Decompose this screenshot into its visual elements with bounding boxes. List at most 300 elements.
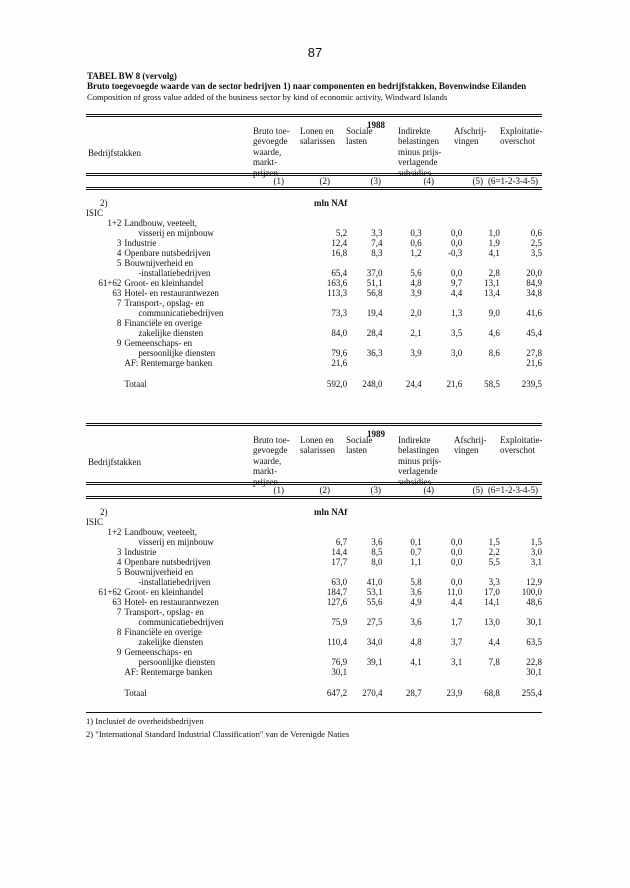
column-number: (3) <box>370 485 381 495</box>
table-row <box>86 258 542 278</box>
row-label-block <box>86 527 272 547</box>
label-line: Bouwnijverheid en <box>124 258 194 268</box>
cell-value: 3,1 <box>530 557 542 567</box>
label-line: Openbare nutsbedrijven <box>124 557 211 567</box>
row-label <box>124 607 272 627</box>
row-label-block <box>86 547 272 557</box>
row-label <box>124 379 272 389</box>
row-label <box>124 318 272 338</box>
cell-value: 3,1 <box>450 657 463 667</box>
unit-row <box>86 190 542 208</box>
table-title: TABEL BW 8 (vervolg) <box>87 71 177 81</box>
cell-value: 1,9 <box>488 238 500 248</box>
column-header <box>500 126 543 147</box>
cell-value: 30,1 <box>331 667 348 677</box>
row-label-block <box>86 627 272 647</box>
isic-code: 8 <box>116 627 122 637</box>
cell-value: 23,9 <box>446 688 463 698</box>
row-label <box>124 667 272 677</box>
table-row <box>86 647 542 667</box>
row-label <box>124 688 272 698</box>
cell-value: 647,2 <box>326 688 348 698</box>
table-row <box>86 597 542 607</box>
cell-value: 41,6 <box>526 308 542 318</box>
cell-value: 3,0 <box>530 547 542 557</box>
cell-value: 13,1 <box>484 278 500 288</box>
cell-value: 30,1 <box>526 667 542 677</box>
label-line: communicatiebedrijven <box>138 308 224 318</box>
cell-value: 4,4 <box>488 637 500 647</box>
cell-value: 13,0 <box>484 617 500 627</box>
cell-value: 4,1 <box>488 248 500 258</box>
cell-value: 0,0 <box>450 577 463 587</box>
cell-value: 63,0 <box>331 577 348 587</box>
table-header <box>86 117 543 178</box>
row-label <box>124 248 272 258</box>
cell-value: 3,3 <box>488 577 500 587</box>
year-label: 1989 <box>367 429 385 439</box>
cell-value: 17,7 <box>331 557 348 567</box>
header-line: gevoegde <box>253 445 288 456</box>
cell-value: 0,0 <box>450 268 463 278</box>
cell-value: 37,0 <box>366 268 383 278</box>
column-header <box>398 435 441 487</box>
cell-value: 55,6 <box>366 597 383 607</box>
table-row <box>86 248 542 258</box>
cell-value: 0,0 <box>450 238 463 248</box>
label-line: Landbouw, veeteelt, <box>124 218 198 228</box>
header-line: Sociale <box>346 435 373 445</box>
cell-value: 5,5 <box>488 557 500 567</box>
cell-value: 184,7 <box>326 587 348 597</box>
cell-value: 3,7 <box>450 637 463 647</box>
cell-value: 45,4 <box>526 328 542 338</box>
isic-code: 3 <box>116 238 122 248</box>
cell-value: 3,5 <box>530 248 542 258</box>
row-label <box>124 647 272 667</box>
column-header <box>398 126 441 178</box>
row-label-block <box>86 567 272 587</box>
table-row <box>86 667 542 677</box>
label-line: zakelijke diensten <box>138 637 204 647</box>
header-line: gevoegde <box>253 136 288 147</box>
header-line: vingen <box>454 445 479 456</box>
cell-value: 21,6 <box>526 358 542 368</box>
table-row <box>86 338 542 358</box>
cell-value: 5,6 <box>410 268 422 278</box>
cell-value: 4,1 <box>410 657 422 667</box>
cell-value: 9,7 <box>450 278 463 288</box>
cell-value: 11,0 <box>446 587 463 597</box>
table-row <box>86 379 542 389</box>
cell-value: 8,0 <box>371 557 383 567</box>
isic-code: 63 <box>112 597 122 607</box>
label-line: Totaal <box>124 379 147 389</box>
isic-code: 9 <box>116 647 122 657</box>
row-label-block <box>86 298 272 318</box>
label-line: Hotel- en restaurantwezen <box>124 288 219 298</box>
label-line: -installatiebedrijven <box>138 577 211 587</box>
column-number: (5) <box>472 176 483 186</box>
table-row <box>86 318 542 338</box>
row-label-block <box>86 557 272 567</box>
isic-code: 4 <box>116 557 122 567</box>
row-label-block <box>86 358 272 368</box>
cell-value: 39,1 <box>366 657 383 667</box>
table-row <box>86 238 542 248</box>
header-line: salarissen <box>300 136 335 147</box>
cell-value: 27,8 <box>526 348 542 358</box>
label-line: Financiële en overige <box>124 318 202 328</box>
cell-value: 4,9 <box>410 597 422 607</box>
header-line: Exploitatie- <box>500 435 543 445</box>
cell-value: 1,3 <box>450 308 463 318</box>
cell-value: 19,4 <box>366 308 383 318</box>
table-row <box>86 688 542 698</box>
header-line: belastingen <box>398 445 439 456</box>
cell-value: -0,3 <box>447 248 463 258</box>
table-row <box>86 298 542 318</box>
header-line: Afschrij- <box>454 435 487 445</box>
cell-value: 9,0 <box>488 308 500 318</box>
row-label-block <box>86 338 272 358</box>
row-label <box>124 238 272 248</box>
table-row <box>86 288 542 298</box>
header-line: lasten <box>346 136 367 147</box>
cell-value: 6,7 <box>335 537 348 547</box>
cell-value: 65,4 <box>331 268 348 278</box>
page-number: 87 <box>307 45 323 60</box>
cell-value: 8,5 <box>371 547 383 557</box>
header-line: markt- <box>253 466 277 477</box>
cell-value: 1,1 <box>410 557 422 567</box>
label-line: Industrie <box>124 238 157 248</box>
column-header <box>300 435 335 456</box>
cell-value: 255,4 <box>521 688 542 698</box>
footnote-1: 1) Inclusief de overheidsbedrijven <box>86 712 542 726</box>
row-label-block <box>86 248 272 258</box>
isic-code: 5 <box>116 567 122 577</box>
column-numbers <box>86 176 542 187</box>
cell-value: 75,9 <box>331 617 348 627</box>
header-line: lasten <box>346 445 367 456</box>
row-label <box>124 358 272 368</box>
cell-value: 48,6 <box>526 597 542 607</box>
stub-header: Bedrijfstakken <box>88 457 141 467</box>
row-label-block <box>86 607 272 627</box>
header-line: subsidies <box>398 167 432 178</box>
isic-code: 5 <box>116 258 122 268</box>
cell-value: 27,5 <box>366 617 383 627</box>
column-header <box>300 126 335 147</box>
cell-value: 1,0 <box>488 228 500 238</box>
column-number: (4) <box>423 176 434 186</box>
cell-value: 30,1 <box>526 617 542 627</box>
row-label-block <box>86 379 272 389</box>
cell-value: 8,6 <box>488 348 500 358</box>
column-number: (2) <box>319 485 330 495</box>
cell-value: 73,3 <box>331 308 348 318</box>
cell-value: 76,9 <box>331 657 348 667</box>
row-label-block <box>86 647 272 667</box>
isic-code: 1+2 <box>107 527 122 537</box>
column-number: (6=1-2-3-4-5) <box>487 176 538 186</box>
column-number: (3) <box>370 176 381 186</box>
column-header <box>454 126 487 147</box>
row-label <box>124 298 272 318</box>
column-number: (1) <box>273 176 284 186</box>
header-line: salarissen <box>300 445 335 456</box>
isic-label: ISIC <box>86 208 104 218</box>
column-numbers <box>86 485 542 496</box>
isic-code: 7 <box>116 298 122 308</box>
table-row <box>86 358 542 368</box>
column-number: (2) <box>319 176 330 186</box>
cell-value: 14,1 <box>484 597 500 607</box>
row-label-block <box>86 318 272 338</box>
table-row <box>86 218 542 238</box>
cell-value: 113,3 <box>327 288 348 298</box>
cell-value: 2,2 <box>488 547 500 557</box>
isic-code: 61+62 <box>98 278 122 288</box>
label-line: Bouwnijverheid en <box>124 567 194 577</box>
cell-value: 8,3 <box>371 248 383 258</box>
cell-value: 58,5 <box>484 379 500 389</box>
isic-code: 7 <box>116 607 122 617</box>
cell-value: 0,6 <box>530 228 542 238</box>
label-line: Openbare nutsbedrijven <box>124 248 211 258</box>
label-line: visserij en mijnbouw <box>138 228 214 238</box>
header-line: vingen <box>454 136 479 147</box>
header-line: minus prijs- <box>398 146 442 157</box>
cell-value: 17,0 <box>484 587 500 597</box>
cell-value: 4,4 <box>450 288 463 298</box>
header-line: Exploitatie- <box>500 126 543 136</box>
label-line: persoonlijke diensten <box>138 657 216 667</box>
cell-value: 4,8 <box>410 637 422 647</box>
label-line: Transport-, opslag- en <box>124 607 204 617</box>
header-line: Lonen en <box>300 126 334 136</box>
cell-value: 0,0 <box>450 547 463 557</box>
isic-code: 61+62 <box>98 587 122 597</box>
row-label <box>124 258 272 278</box>
header-line: verlagende <box>398 466 438 477</box>
cell-value: 0,6 <box>410 238 422 248</box>
cell-value: 270,4 <box>362 688 383 698</box>
header-line: prijzen <box>253 476 278 487</box>
cell-value: 2,5 <box>530 238 542 248</box>
cell-value: 3,6 <box>410 617 422 627</box>
column-header <box>253 435 290 487</box>
label-line: Hotel- en restaurantwezen <box>124 597 219 607</box>
stub-header: Bedrijfstakken <box>88 148 141 158</box>
cell-value: 84,9 <box>526 278 542 288</box>
cell-value: 0,0 <box>450 228 463 238</box>
cell-value: 12,9 <box>526 577 542 587</box>
row-label <box>124 278 272 288</box>
header-line: belastingen <box>398 136 439 147</box>
label-line: AF: Rentemarge banken <box>124 667 213 677</box>
label-line: Totaal <box>124 688 147 698</box>
cell-value: 12,4 <box>331 238 348 248</box>
table-row <box>86 567 542 587</box>
cell-value: 163,6 <box>326 278 348 288</box>
label-line: persoonlijke diensten <box>138 348 216 358</box>
label-line: zakelijke diensten <box>138 328 204 338</box>
cell-value: 0,0 <box>450 537 463 547</box>
header-line: waarde, <box>253 146 282 157</box>
cell-value: 20,0 <box>526 268 542 278</box>
column-header <box>500 435 543 456</box>
row-label <box>124 557 272 567</box>
cell-value: 2,0 <box>410 308 422 318</box>
header-line: overschot <box>500 136 535 147</box>
table-row <box>86 547 542 557</box>
cell-value: 36,3 <box>366 348 383 358</box>
row-label <box>124 547 272 557</box>
cell-value: 0,0 <box>450 557 463 567</box>
cell-value: 2,8 <box>488 268 500 278</box>
cell-value: 127,6 <box>326 597 348 607</box>
header-line: subsidies <box>398 476 432 487</box>
cell-value: 53,1 <box>366 587 383 597</box>
cell-value: 7,8 <box>488 657 500 667</box>
cell-value: 1,2 <box>410 248 422 258</box>
isic-code: 8 <box>116 318 122 328</box>
row-label-block <box>86 238 272 248</box>
cell-value: 41,0 <box>366 577 383 587</box>
label-line: Financiële en overige <box>124 627 202 637</box>
cell-value: 3,9 <box>410 288 422 298</box>
header-line: Indirekte <box>398 126 431 136</box>
row-label <box>124 627 272 647</box>
row-label <box>124 567 272 587</box>
cell-value: 7,4 <box>371 238 383 248</box>
cell-value: 56,8 <box>366 288 383 298</box>
label-line: AF: Rentemarge banken <box>124 358 213 368</box>
header-line: waarde, <box>253 455 282 466</box>
table-row <box>86 627 542 647</box>
header-line: Sociale <box>346 126 373 136</box>
cell-value: 34,8 <box>526 288 542 298</box>
table-row <box>86 587 542 597</box>
table-row <box>86 527 542 547</box>
cell-value: 84,0 <box>331 328 348 338</box>
row-label <box>124 597 272 607</box>
cell-value: 68,8 <box>484 688 500 698</box>
cell-value: 24,4 <box>405 379 422 389</box>
column-header <box>346 126 373 147</box>
isic-code: 3 <box>116 547 122 557</box>
label-line: communicatiebedrijven <box>138 617 224 627</box>
table-row <box>86 278 542 288</box>
table-subtitle-en: Composition of gross value added of the business sector by kind of economic activity, Windward Islands <box>87 92 448 102</box>
header-line: minus prijs- <box>398 455 442 466</box>
row-label-block <box>86 288 272 298</box>
label-line: -installatiebedrijven <box>138 268 211 278</box>
label-line: Gemeenschaps- en <box>124 338 193 348</box>
cell-value: 5,8 <box>410 577 422 587</box>
isic-code: 63 <box>112 288 122 298</box>
cell-value: 0,3 <box>410 228 422 238</box>
column-header <box>454 435 487 456</box>
column-number: (1) <box>273 485 284 495</box>
note-ref: 2) <box>100 198 108 208</box>
row-label <box>124 527 272 547</box>
row-label-block <box>86 688 272 698</box>
table-header <box>86 426 543 487</box>
row-label <box>124 218 272 238</box>
column-number: (6=1-2-3-4-5) <box>487 485 538 495</box>
header-line: prijzen <box>253 167 278 178</box>
cell-value: 592,0 <box>326 379 348 389</box>
row-label-block <box>86 667 272 677</box>
label-line: Transport-, opslag- en <box>124 298 204 308</box>
cell-value: 3,6 <box>371 537 383 547</box>
cell-value: 34,0 <box>366 637 383 647</box>
cell-value: 3,0 <box>450 348 463 358</box>
cell-value: 79,6 <box>331 348 348 358</box>
cell-value: 3,6 <box>410 587 422 597</box>
cell-value: 248,0 <box>362 379 383 389</box>
cell-value: 22,8 <box>526 657 542 667</box>
cell-value: 16,8 <box>331 248 348 258</box>
cell-value: 1,7 <box>450 617 463 627</box>
label-line: Landbouw, veeteelt, <box>124 527 198 537</box>
cell-value: 14,4 <box>331 547 348 557</box>
header-line: Bruto toe- <box>253 126 290 136</box>
cell-value: 110,4 <box>327 637 348 647</box>
header-line: overschot <box>500 445 535 456</box>
cell-value: 4,4 <box>450 597 463 607</box>
year-label: 1988 <box>367 120 385 130</box>
isic-code: 1+2 <box>107 218 122 228</box>
cell-value: 13,4 <box>484 288 500 298</box>
unit-label: mln NAf <box>314 198 348 208</box>
cell-value: 21,6 <box>331 358 348 368</box>
label-line: Gemeenschaps- en <box>124 647 193 657</box>
label-line: Groot- en kleinhandel <box>124 278 204 288</box>
cell-value: 21,6 <box>446 379 463 389</box>
cell-value: 239,5 <box>521 379 542 389</box>
label-line: Groot- en kleinhandel <box>124 587 204 597</box>
column-header <box>346 435 373 456</box>
header-line: Afschrij- <box>454 126 487 136</box>
row-label-block <box>86 218 272 238</box>
table-1988 <box>86 114 542 389</box>
footnote-2: 2) "International Standard Industrial Classification" van de Verenigde Naties <box>86 729 350 739</box>
cell-value: 0,1 <box>410 537 422 547</box>
cell-value: 3,9 <box>410 348 422 358</box>
table-row <box>86 557 542 567</box>
cell-value: 4,8 <box>410 278 422 288</box>
table-1989 <box>86 423 542 698</box>
cell-value: 2,1 <box>410 328 422 338</box>
column-number: (4) <box>423 485 434 495</box>
column-number: (5) <box>472 485 483 495</box>
unit-row <box>86 499 542 517</box>
header-line: Lonen en <box>300 435 334 445</box>
header-line: verlagende <box>398 157 438 168</box>
cell-value: 3,3 <box>371 228 383 238</box>
table-row <box>86 607 542 627</box>
cell-value: 4,6 <box>488 328 500 338</box>
cell-value: 28,7 <box>405 688 422 698</box>
note-ref: 2) <box>100 507 108 517</box>
row-label-block <box>86 258 272 278</box>
table-subtitle-nl: Bruto toegevoegde waarde van de sector bedrijven 1) naar componenten en bedrijfstakken, Bovenwindse Eilanden <box>87 81 527 91</box>
header-line: markt- <box>253 157 277 168</box>
